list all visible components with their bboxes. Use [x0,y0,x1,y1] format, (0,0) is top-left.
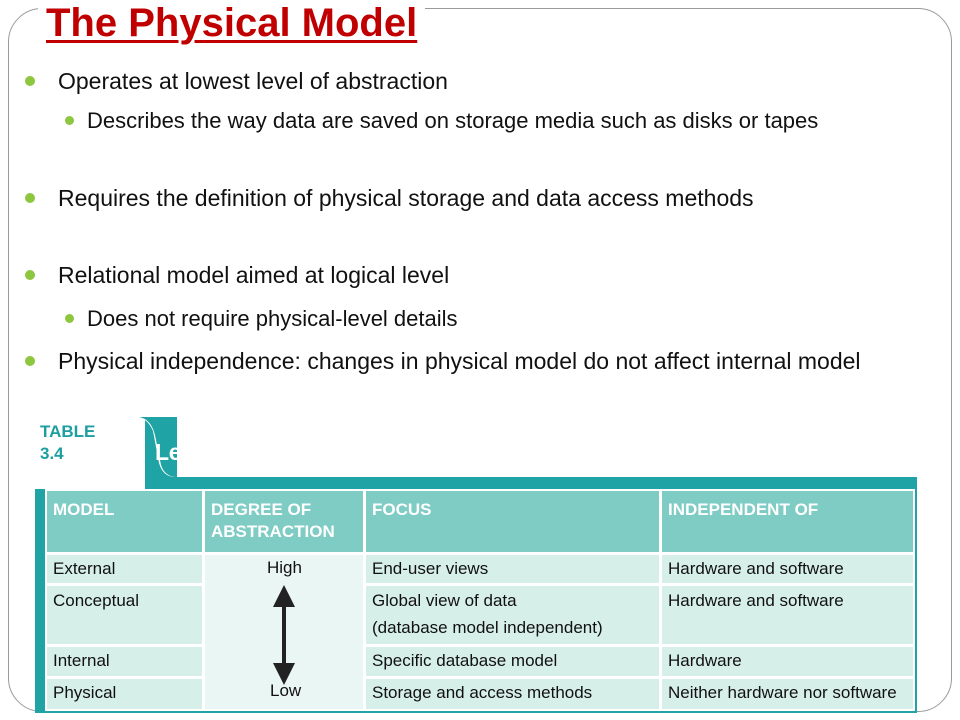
bullet-item [58,181,898,215]
bullet-text: Requires the definition of physical storage and data access methods [58,185,754,211]
cell-focus: Global view of data [372,591,517,610]
cell-model: Internal [53,651,110,670]
degree-low: Low [270,681,302,700]
table-title: Levels of Data Abstraction [155,439,437,465]
cell-independent: Hardware [668,651,742,670]
bullet-text: Describes the way data are saved on storage media such as disks or tapes [87,108,819,133]
cell-independent: Neither hardware nor software [668,683,897,702]
abstraction-table [35,417,917,713]
bullet-dot-icon [25,193,35,203]
cell-model: Conceptual [53,591,140,610]
bullet-dot-icon [25,356,35,366]
bullet-dot-icon [25,270,35,280]
slide-title: The Physical Model [46,1,418,45]
title-wrap [38,0,425,56]
cell-independent: Hardware and software [668,559,844,578]
degree-high: High [267,558,302,577]
cell-model: Physical [53,683,117,702]
bullet-item [87,104,867,137]
header-degree: DEGREE OF ABSTRACTION [211,500,335,541]
header-independent: INDEPENDENT OF [668,500,819,519]
bullet-item [58,344,898,378]
header-focus: FOCUS [372,500,432,519]
table-label-line1: TABLE [40,422,96,441]
table-label [35,417,155,489]
bullet-dot-icon [25,76,35,86]
bullet-text: Relational model aimed at logical level [58,262,450,288]
bullet-item [87,302,867,335]
cell-model: External [53,559,116,578]
bullet-text: Operates at lowest level of abstraction [58,68,448,94]
bullet-text: Physical independence: changes in physical model do not affect internal model [58,348,861,374]
header-model: MODEL [53,500,115,519]
cell-focus-note: (database model independent) [372,618,603,637]
bullet-item [58,258,898,292]
bullet-item [58,64,898,98]
cell-independent: Hardware and software [668,591,844,610]
bullet-dot-icon [65,314,74,323]
table-label-line2: 3.4 [40,444,64,463]
cell-focus: End-user views [372,559,489,578]
cell-focus: Storage and access methods [372,683,593,702]
bullet-text: Does not require physical-level details [87,306,458,331]
cell-focus: Specific database model [372,651,558,670]
bullet-dot-icon [65,116,74,125]
